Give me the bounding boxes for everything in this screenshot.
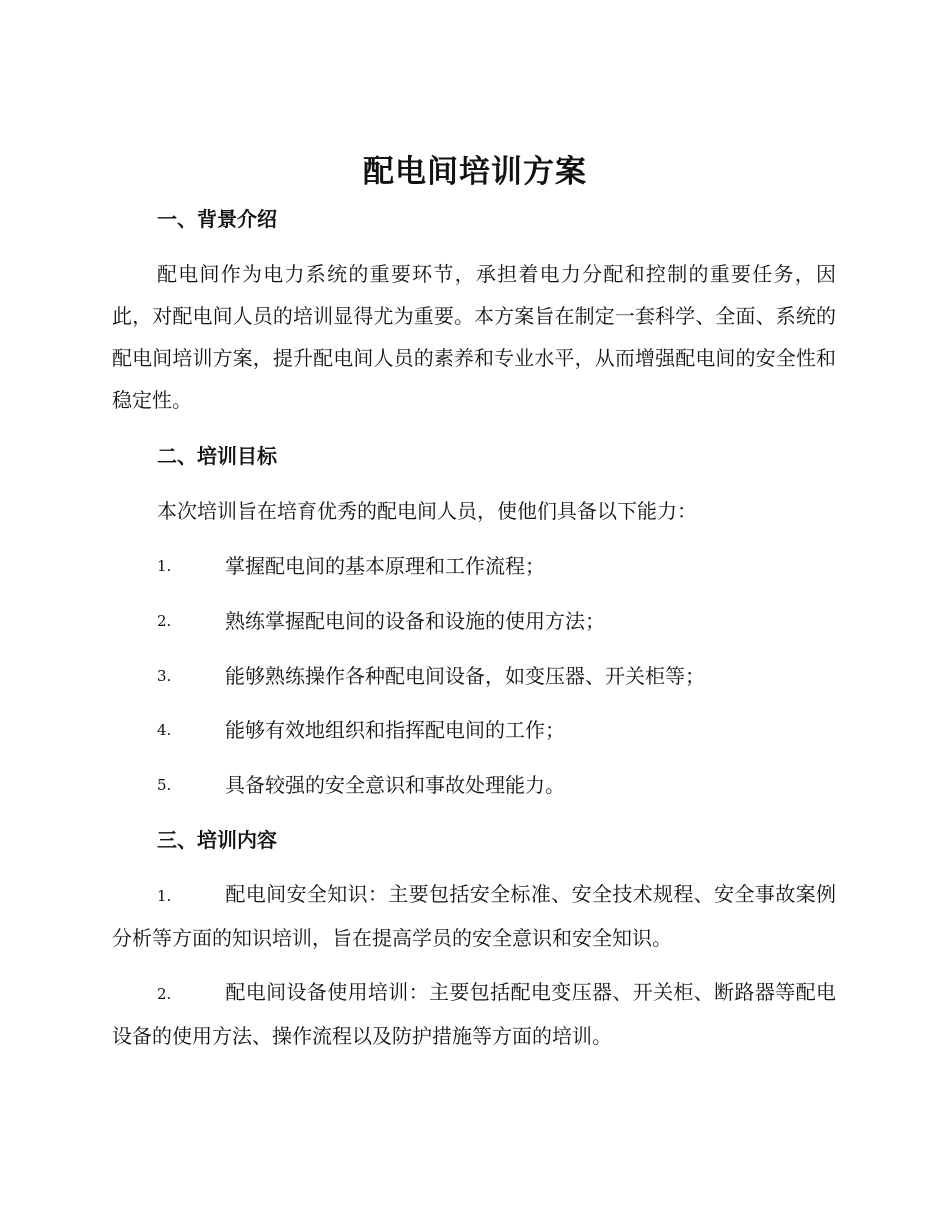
section-heading-content: 三、培训内容: [157, 828, 277, 852]
list-item: [112, 873, 836, 959]
list-item-number: 2.: [157, 612, 172, 630]
list-item-number: 4.: [157, 721, 172, 739]
goals-intro: 本次培训旨在培育优秀的配电间人员，使他们具备以下能力：: [157, 499, 697, 523]
list-item-number: 1.: [157, 887, 172, 905]
list-item-number-wrap: [112, 875, 225, 917]
list-item-number: 3.: [157, 667, 172, 685]
document-title: 配电间培训方案: [363, 154, 587, 190]
list-item-number: 5.: [157, 776, 172, 794]
section-heading-background: 一、背景介绍: [157, 207, 277, 231]
list-item-text: 熟练掌握配电间的设备和设施的使用方法；: [225, 609, 605, 633]
list-item-number: 2.: [157, 985, 172, 1003]
list-item-number-wrap: [112, 973, 225, 1015]
list-item-text: 能够熟练操作各种配电间设备，如变压器、开关柜等；: [225, 664, 705, 688]
section-heading-goals: 二、培训目标: [157, 444, 277, 468]
list-item-text: 具备较强的安全意识和事故处理能力。: [225, 773, 565, 797]
list-item-text: 掌握配电间的基本原理和工作流程；: [225, 554, 545, 578]
background-paragraph: 配电间作为电力系统的重要环节，承担着电力分配和控制的重要任务，因此，对配电间人员的培训显得尤为重要。本方案旨在制定一套科学、全面、系统的配电间培训方案，提升配电间人员的素养和专业水平，从而增强配电间的安全性和稳定性。: [112, 262, 836, 412]
list-item-text: 能够有效地组织和指挥配电间的工作；: [225, 718, 565, 742]
list-item: [112, 971, 836, 1057]
list-item-text: 配电间安全知识：主要包括安全标准、安全技术规程、安全事故案例分析等方面的知识培训，旨在提高学员的安全意识和安全知识。: [112, 882, 836, 950]
list-item-text: 配电间设备使用培训：主要包括配电变压器、开关柜、断路器等配电设备的使用方法、操作流程以及防护措施等方面的培训。: [112, 980, 836, 1048]
list-item-number: 1.: [157, 557, 172, 575]
